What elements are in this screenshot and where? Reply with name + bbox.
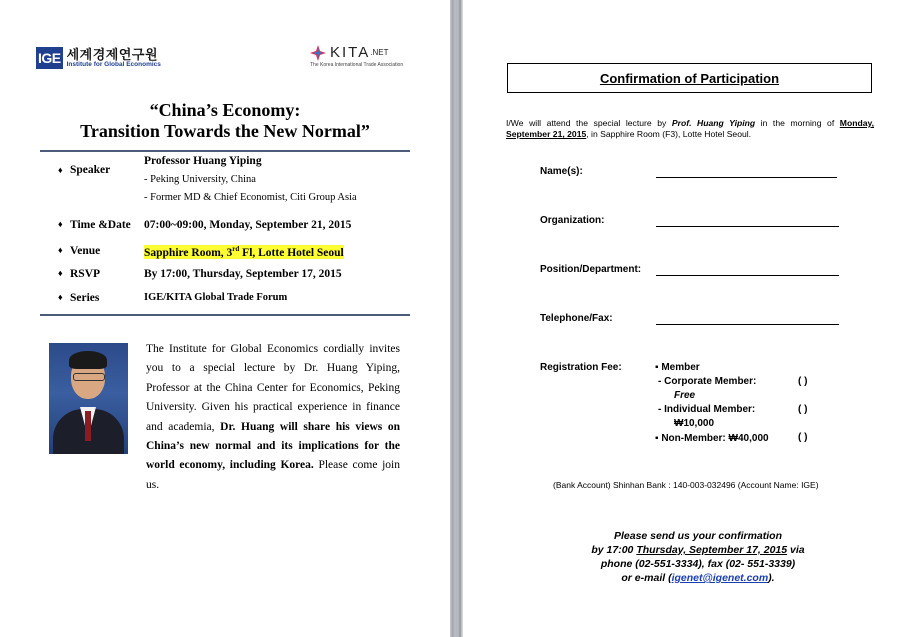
- confirmation-title: Confirmation of Participation: [599, 70, 780, 86]
- fee-corporate: - Corporate Member:: [658, 376, 757, 387]
- bullet-icon: ♦: [58, 292, 63, 302]
- venue-value: Sapphire Room, 3rd Fl, Lotte Hotel Seoul: [144, 245, 344, 259]
- ige-logo-english: Institute for Global Economics: [66, 60, 161, 68]
- series-value: IGE/KITA Global Trade Forum: [144, 292, 288, 303]
- kita-logo-suffix: .NET: [370, 48, 389, 57]
- bank-account: (Bank Account) Shinhan Bank : 140-003-032496 (Account Name: IGE): [553, 480, 819, 490]
- series-label: Series: [70, 292, 100, 304]
- ige-logo-korean: 세계경제연구원: [66, 46, 159, 62]
- venue-label: Venue: [70, 245, 101, 257]
- divider-top: [40, 150, 410, 152]
- speaker-affiliation-2: - Former MD & Chief Economist, Citi Group Asia: [144, 192, 357, 203]
- email-link[interactable]: igenet@igenet.com: [671, 572, 769, 584]
- title-line-2: Transition Towards the New Normal”: [80, 121, 370, 141]
- fee-corporate-price: Free: [674, 390, 696, 401]
- organization-field[interactable]: [656, 226, 839, 227]
- position-field[interactable]: [656, 275, 839, 276]
- attendance-statement: I/We will attend the special lecture by Prof. Huang Yiping in the morning of Monday, September 21, 2015, in Sapphire Room (F3), Lotte Hotel Seoul.: [506, 118, 875, 139]
- bullet-icon: ♦: [58, 268, 63, 278]
- speaker-name: Professor Huang Yiping: [144, 155, 262, 167]
- divider-bottom: [40, 314, 410, 316]
- telephone-field[interactable]: [656, 324, 839, 325]
- bullet-icon: ♦: [58, 219, 63, 229]
- speaker-label: Speaker: [70, 164, 111, 176]
- fee-member: ▪ Member: [655, 362, 700, 373]
- kita-logo: [310, 44, 403, 68]
- kita-logo-sub: The Korea International Trade Association: [310, 62, 404, 68]
- speaker-photo: [49, 343, 128, 454]
- closing-instructions: Please send us your confirmation by 17:00 Thursday, September 17, 2015 via phone (02-551-3334), fax (02- 551-3339) or e-mail (igenet@igenet.com).: [591, 530, 805, 584]
- telephone-label: Telephone/Fax:: [540, 313, 613, 324]
- ige-logo-mark-text: IGE: [36, 47, 63, 69]
- bullet-icon: ♦: [58, 165, 63, 175]
- registration-fee-label: Registration Fee:: [540, 362, 622, 373]
- lecture-title: [40, 100, 410, 142]
- fee-individual: - Individual Member:: [658, 404, 756, 415]
- name-field[interactable]: [656, 177, 837, 178]
- fee-non-member: ▪ Non-Member: ₩40,000: [655, 433, 769, 444]
- position-label: Position/Department:: [540, 264, 642, 275]
- kita-logo-word: KITA: [330, 44, 371, 61]
- rsvp-value: By 17:00, Thursday, September 17, 2015: [144, 268, 342, 280]
- lecture-description: The Institute for Global Economics cordially invites you to a special lecture by Dr. Huang Yiping, Professor at the China Center for Economics, Peking University. Given his practical experience in finance and academia, Dr. Huang will share his views on China’s new normal and its implications for the world economy, including Korea. Please come join us.: [146, 343, 400, 491]
- name-label: Name(s):: [540, 166, 583, 177]
- individual-checkbox[interactable]: ( ): [798, 404, 808, 415]
- time-label: Time &Date: [70, 219, 131, 231]
- kita-star-icon: [310, 45, 326, 61]
- ige-logo: [36, 47, 161, 69]
- ige-logo-mark: [36, 47, 63, 69]
- time-value: 07:00~09:00, Monday, September 21, 2015: [144, 219, 352, 231]
- fee-individual-price: ₩10,000: [674, 418, 715, 429]
- speaker-affiliation-1: - Peking University, China: [144, 174, 256, 185]
- corporate-checkbox[interactable]: ( ): [798, 376, 808, 387]
- left-page: [0, 0, 450, 637]
- bullet-icon: ♦: [58, 245, 63, 255]
- page-gutter: [450, 0, 463, 637]
- title-line-1: “China’s Economy:: [149, 100, 301, 120]
- right-page: [463, 0, 915, 637]
- non-member-checkbox[interactable]: ( ): [798, 432, 808, 443]
- confirmation-title-box: [507, 63, 872, 93]
- rsvp-label: RSVP: [70, 268, 101, 280]
- organization-label: Organization:: [540, 215, 605, 226]
